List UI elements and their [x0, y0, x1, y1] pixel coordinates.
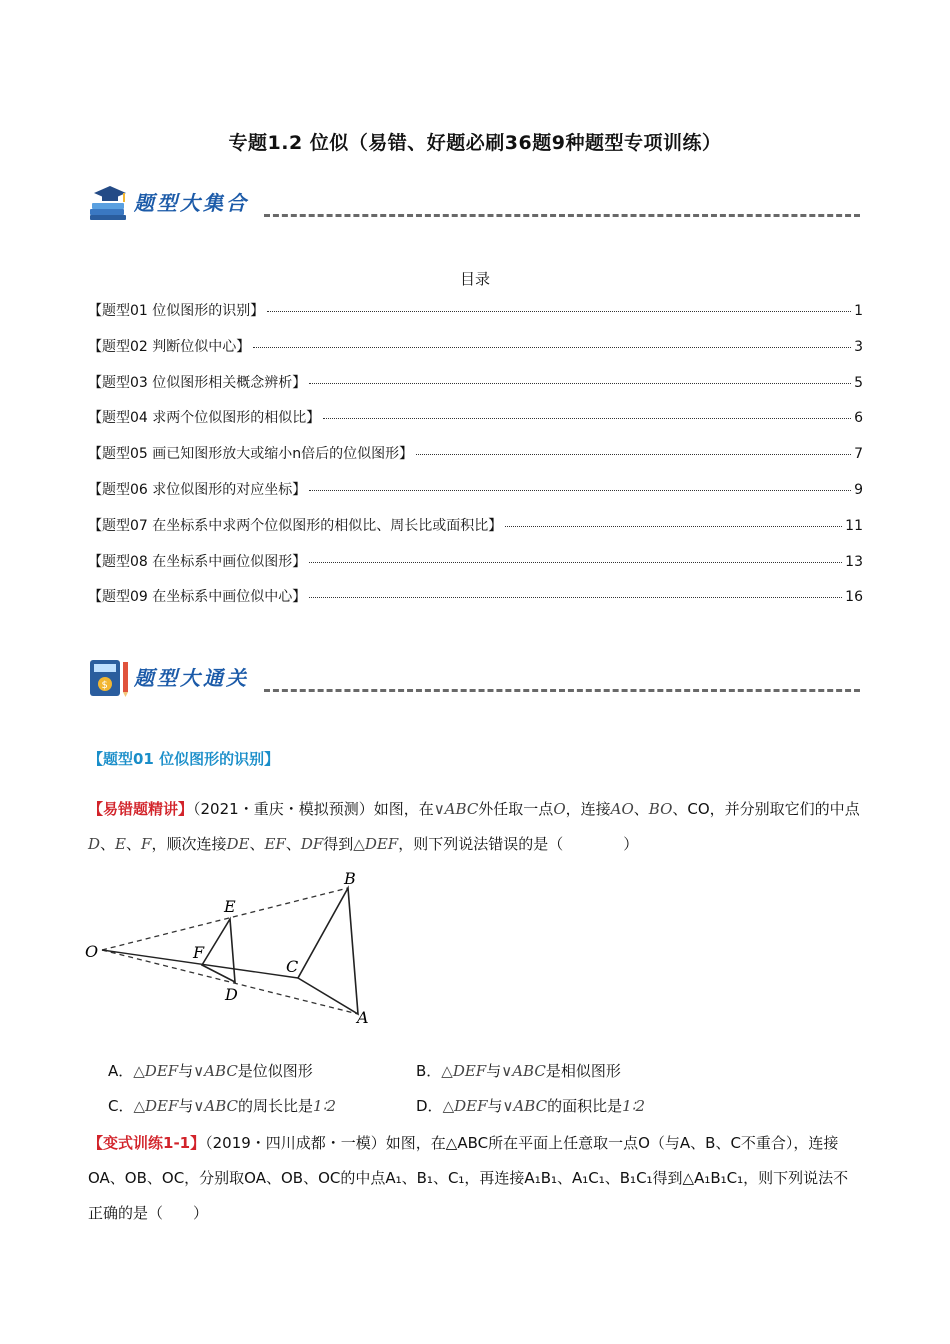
leader-dots [309, 562, 842, 563]
toc-page-number: 16 [845, 589, 863, 606]
toc-page-number: 5 [854, 374, 863, 391]
toc-page-number: 3 [854, 338, 863, 355]
toc-item[interactable]: 【题型05 画已知图形放大或缩小n倍后的位似图形】 7 [88, 446, 863, 463]
banner-title: 题型大通关 [134, 666, 249, 690]
dash-rule [264, 214, 860, 217]
point-label-O: O [85, 942, 99, 961]
toc-page-number: 9 [854, 481, 863, 498]
books-graduation-cap-icon [88, 183, 132, 223]
leader-dots [309, 597, 842, 598]
svg-text:$: $ [101, 680, 108, 691]
dash-rule [264, 689, 860, 692]
question-tag: 【变式训练1-1】 [88, 1134, 206, 1152]
option-c[interactable]: C．△DEF与∨ABC的周长比是1∶2 [108, 1097, 337, 1115]
section-banner-practice [88, 658, 860, 698]
question-1: 【易错题精讲】（2021・重庆・模拟预测）如图，在∨ABC外任取一点O，连接AO、BO、CO，并分别取它们的中点D、E、F，顺次连接DE、EF、DF得到△DEF，则下列说法错误的是（ ） [88, 800, 860, 853]
point-label-B: B [344, 869, 356, 888]
leader-dots [323, 418, 851, 419]
toc-page-number: 1 [854, 303, 863, 319]
triangle-ABC [298, 888, 358, 1014]
leader-dots [309, 490, 851, 491]
point-label-C: C [286, 957, 299, 976]
question-2: 【变式训练1-1】（2019・四川成都・一模）如图，在△ABC所在平面上任意取一点O（与A、B、C不重合），连接OA、OB、OC，分别取OA、OB、OC的中点A₁、B₁、C₁，再连接A₁B₁、A₁C₁、B₁C₁得到△A₁B₁C₁，则下列说法不正确的是（ ） [88, 1134, 849, 1222]
point-label-A: A [357, 1008, 369, 1027]
toc-page-number: 13 [845, 553, 863, 570]
section-heading: 【题型01 位似图形的识别】 [88, 750, 280, 768]
option-a[interactable]: A．△DEF与∨ABC是位似图形 [108, 1062, 313, 1080]
option-b[interactable]: B．△DEF与∨ABC是相似图形 [416, 1062, 621, 1080]
toc-item[interactable]: 【题型04 求两个位似图形的相似比】 6 [88, 410, 863, 427]
leader-dots [309, 383, 851, 384]
toc-item[interactable]: 【题型03 位似图形相关概念辨析】 5 [88, 374, 863, 391]
toc-page-number: 7 [854, 446, 863, 463]
triangle-DEF [202, 919, 235, 982]
leader-dots [253, 347, 851, 348]
point-label-D: D [225, 985, 238, 1004]
table-of-contents [88, 300, 863, 622]
toc-item[interactable]: 【题型06 求位似图形的对应坐标】 9 [88, 481, 863, 498]
leader-dots [416, 454, 851, 455]
section-banner-collection [88, 183, 860, 223]
toc-heading: 目录 [459, 270, 490, 288]
toc-page-number: 11 [845, 517, 863, 534]
question-tag: 【易错题精讲】 [88, 800, 194, 818]
toc-item[interactable]: 【题型08 在坐标系中画位似图形】 13 [88, 553, 863, 570]
toc-item[interactable]: 【题型07 在坐标系中求两个位似图形的相似比、周长比或面积比】 11 [88, 517, 863, 534]
toc-item[interactable]: 【题型09 在坐标系中画位似中心】 16 [88, 589, 863, 606]
banner-title: 题型大集合 [134, 191, 249, 215]
similar-triangles-figure [80, 862, 390, 1032]
toc-page-number: 6 [854, 410, 863, 427]
leader-dots [267, 311, 851, 312]
document-title: 专题1.2 位似（易错、好题必刷36题9种题型专项训练） [228, 132, 722, 154]
toc-item[interactable]: 【题型02 判断位似中心】 3 [88, 338, 863, 355]
leader-dots [505, 526, 842, 527]
calculator-coin-icon [88, 658, 132, 698]
point-label-E: E [224, 897, 236, 916]
toc-item[interactable]: 【题型01 位似图形的识别】 1 [88, 303, 863, 319]
point-label-F: F [193, 943, 205, 962]
option-d[interactable]: D．△DEF与∨ABC的面积比是1∶2 [416, 1097, 646, 1115]
dashed-line-OA [102, 950, 358, 1014]
